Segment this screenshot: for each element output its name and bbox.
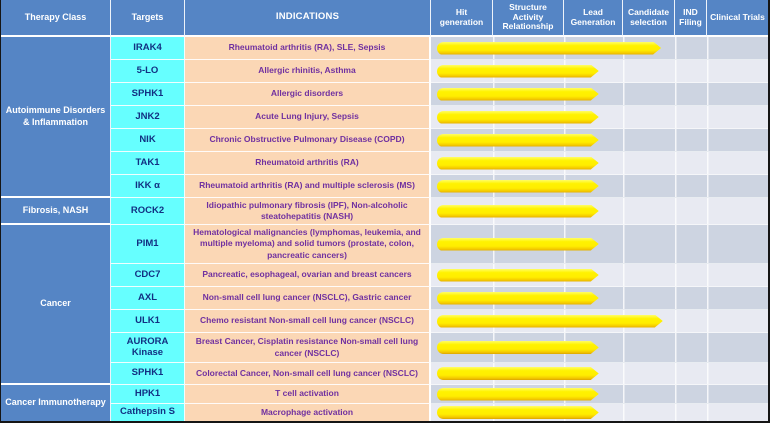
target-cell: HPK1 — [111, 385, 185, 404]
therapy-class-cell: Fibrosis, NASH — [1, 198, 111, 225]
pipeline-cell — [431, 106, 768, 129]
header-stage-5: Clinical Trials — [707, 0, 768, 37]
pipeline-cell — [431, 363, 768, 385]
header-therapy-class: Therapy Class — [1, 0, 111, 37]
table-row — [111, 225, 768, 264]
pipeline-progress-bar — [437, 388, 599, 401]
indication-cell: Allergic rhinitis, Asthma — [185, 60, 431, 83]
pipeline-progress-bar — [437, 341, 599, 354]
pipeline-progress-bar — [437, 42, 661, 55]
table-row — [111, 385, 768, 404]
table-row — [111, 287, 768, 310]
pipeline-progress-bar — [437, 88, 599, 101]
indication-cell: Non-small cell lung cancer (NSCLC), Gastric cancer — [185, 287, 431, 310]
pipeline-cell — [431, 37, 768, 60]
therapy-class-cell: Autoimmune Disorders & Inflammation — [1, 37, 111, 198]
therapy-class-cell: Cancer — [1, 225, 111, 385]
table-row — [111, 175, 768, 198]
target-cell: CDC7 — [111, 264, 185, 287]
table-row — [111, 333, 768, 363]
pipeline-cell — [431, 310, 768, 333]
pipeline-progress-bar — [437, 269, 599, 282]
pipeline-progress-bar — [437, 406, 599, 419]
indication-cell: Rheumatoid arthritis (RA) and multiple sclerosis (MS) — [185, 175, 431, 198]
header-stage-3: Candidate selection — [623, 0, 675, 37]
pipeline-cell — [431, 333, 768, 363]
target-cell: IRAK4 — [111, 37, 185, 60]
target-cell: SPHK1 — [111, 83, 185, 106]
target-cell: PIM1 — [111, 225, 185, 264]
pipeline-cell — [431, 152, 768, 175]
pipeline-progress-bar — [437, 238, 599, 251]
target-cell: Cathepsin S — [111, 404, 185, 421]
indication-cell: Macrophage activation — [185, 404, 431, 421]
target-cell: ROCK2 — [111, 198, 185, 225]
pipeline-cell — [431, 129, 768, 152]
header-stage-1: Structure Activity Relationship — [493, 0, 564, 37]
pipeline-cell — [431, 225, 768, 264]
pipeline-progress-bar — [437, 65, 599, 78]
table-row — [111, 404, 768, 421]
header-indications: INDICATIONS — [185, 0, 431, 37]
indication-cell: Acute Lung Injury, Sepsis — [185, 106, 431, 129]
indication-cell: Allergic disorders — [185, 83, 431, 106]
target-cell: SPHK1 — [111, 363, 185, 385]
target-cell: AURORA Kinase — [111, 333, 185, 363]
pipeline-cell — [431, 404, 768, 421]
pipeline-progress-bar — [437, 315, 663, 328]
table-row — [111, 310, 768, 333]
indication-cell: Pancreatic, esophageal, ovarian and breast cancers — [185, 264, 431, 287]
indication-cell: Colorectal Cancer, Non-small cell lung cancer (NSCLC) — [185, 363, 431, 385]
indication-cell: Rheumatoid arthritis (RA), SLE, Sepsis — [185, 37, 431, 60]
table-row — [111, 83, 768, 106]
indication-cell: Breast Cancer, Cisplatin resistance Non-small cell lung cancer (NSCLC) — [185, 333, 431, 363]
table-row — [111, 152, 768, 175]
pipeline-cell — [431, 175, 768, 198]
table-row — [111, 37, 768, 60]
indication-cell: T cell activation — [185, 385, 431, 404]
table-row — [111, 60, 768, 83]
table-row — [111, 198, 768, 225]
header-stage-4: IND Filing — [675, 0, 707, 37]
pipeline-progress-bar — [437, 134, 599, 147]
indication-cell: Hematological malignancies (lymphomas, leukemia, and multiple myeloma) and solid tumors (prostate, colon, pancreatic cancers) — [185, 225, 431, 264]
indication-cell: Chronic Obstructive Pulmonary Disease (COPD) — [185, 129, 431, 152]
indication-cell: Rheumatoid arthritis (RA) — [185, 152, 431, 175]
table-row — [111, 129, 768, 152]
target-cell: TAK1 — [111, 152, 185, 175]
pipeline-progress-bar — [437, 292, 599, 305]
target-cell: AXL — [111, 287, 185, 310]
header-stage-2: Lead Generation — [564, 0, 623, 37]
header-stage-0: Hit generation — [431, 0, 493, 37]
target-cell: 5-LO — [111, 60, 185, 83]
therapy-class-cell: Cancer Immunotherapy — [1, 385, 111, 421]
target-cell: JNK2 — [111, 106, 185, 129]
pipeline-progress-bar — [437, 180, 599, 193]
rows-container — [111, 37, 768, 421]
pipeline-progress-bar — [437, 157, 599, 170]
pipeline-cell — [431, 287, 768, 310]
table-row — [111, 363, 768, 385]
pipeline-progress-bar — [437, 205, 599, 218]
table-body — [1, 37, 768, 421]
pipeline-progress-bar — [437, 367, 599, 380]
target-cell: IKK α — [111, 175, 185, 198]
pipeline-cell — [431, 264, 768, 287]
pipeline-cell — [431, 83, 768, 106]
header-row — [1, 0, 768, 37]
target-cell: NIK — [111, 129, 185, 152]
pipeline-cell — [431, 198, 768, 225]
header-stages — [431, 0, 768, 37]
table-row — [111, 264, 768, 287]
therapy-class-column — [1, 37, 111, 421]
pipeline-cell — [431, 60, 768, 83]
pipeline-cell — [431, 385, 768, 404]
target-cell: ULK1 — [111, 310, 185, 333]
header-targets: Targets — [111, 0, 185, 37]
indication-cell: Idiopathic pulmonary fibrosis (IPF), Non-alcoholic steatohepatitis (NASH) — [185, 198, 431, 225]
pipeline-progress-bar — [437, 111, 599, 124]
table-row — [111, 106, 768, 129]
indication-cell: Chemo resistant Non-small cell lung cancer (NSCLC) — [185, 310, 431, 333]
